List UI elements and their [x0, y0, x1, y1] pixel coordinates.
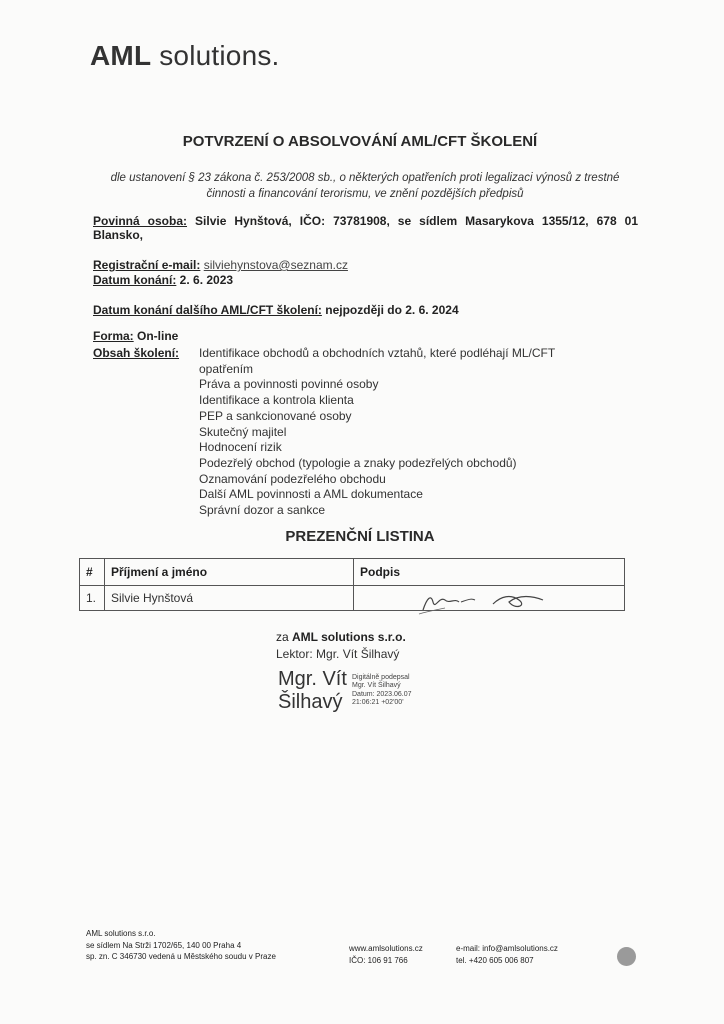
list-item: Identifikace obchodů a obchodních vztahů, které podléhají ML/CFT: [199, 346, 556, 360]
footer-web-info: [349, 943, 423, 966]
footer-contact-info: [456, 943, 558, 966]
content-label: Obsah školení:: [93, 346, 180, 360]
on-behalf-company: AML solutions s.r.o.: [292, 630, 406, 644]
legal-intro: dle ustanovení § 23 zákona č. 253/2008 sb., o některých opatřeních proti legalizaci výnosů z trestné činnosti a financování terorismu, ve znění pozdějších předpisů: [110, 172, 620, 200]
signature-name-line1: Mgr. Vít: [278, 668, 347, 690]
list-item: Práva a povinnosti povinné osoby: [199, 377, 379, 392]
list-item: Identifikace a kontrola klienta: [199, 393, 354, 408]
email-value: silviehynstova@seznam.cz: [203, 258, 348, 272]
footer-phone: tel. +420 605 006 807: [456, 955, 534, 965]
table-header-row: [80, 559, 625, 586]
on-behalf-of: [276, 630, 406, 644]
povinna-osoba-label: Povinná osoba:: [93, 214, 188, 228]
on-behalf-prefix: za: [276, 630, 293, 644]
footer-circle-icon: [617, 947, 636, 966]
form-value: On-line: [133, 329, 179, 343]
lecturer: Lektor: Mgr. Vít Šilhavý: [276, 647, 400, 661]
footer-address: se sídlem Na Strži 1702/65, 140 00 Praha 4: [86, 940, 242, 950]
list-item: Správní dozor a sankce: [199, 503, 326, 518]
list-item: opatřením: [199, 361, 254, 376]
next-training-label: Datum konání dalšího AML/CFT školení:: [93, 303, 322, 317]
content-label-line: [93, 346, 179, 360]
list-item: Hodnocení rizik: [199, 440, 282, 455]
training-date-line: [93, 273, 233, 287]
logo-dot: .: [271, 40, 280, 71]
list-item: Oznamování podezřelého obchodu: [199, 471, 386, 486]
signature-meta-line: Digitálně podepsal: [352, 674, 410, 681]
footer-email: e-mail: info@amlsolutions.cz: [456, 944, 558, 953]
form-line: [93, 329, 178, 343]
next-training-line: [93, 303, 459, 317]
povinna-osoba-line: [93, 214, 638, 228]
footer-ico: IČO: 106 91 766: [349, 955, 408, 965]
signature-meta-line: 21:06:21 +02'00': [352, 699, 404, 707]
col-signature-header: Podpis: [354, 559, 625, 586]
digital-signature-meta: [352, 674, 412, 708]
footer-company: AML solutions s.r.o.: [86, 929, 156, 938]
email-label: Registrační e-mail:: [93, 258, 201, 272]
date-value: 2. 6. 2023: [176, 273, 234, 287]
registration-email-line: [93, 258, 348, 272]
next-training-value: nejpozději do 2. 6. 2024: [321, 303, 459, 317]
company-logo: [90, 40, 280, 72]
list-item: Podezřelý obchod (typologie a znaky podezřelých obchodů): [199, 455, 517, 470]
row-number: 1.: [80, 586, 105, 611]
col-name-header: Příjmení a jméno: [105, 559, 354, 586]
document-title: POTVRZENÍ O ABSOLVOVÁNÍ AML/CFT ŠKOLENÍ: [182, 133, 538, 150]
row-name: Silvie Hynštová: [105, 586, 354, 611]
povinna-osoba-value: Silvie Hynštová, IČO: 73781908, se sídlem Masarykova 1355/12, 678 01: [187, 214, 638, 228]
col-number-header: #: [80, 559, 105, 586]
form-label: Forma:: [93, 329, 134, 343]
list-item: PEP a sankcionované osoby: [199, 408, 352, 423]
signature-name-line2: Šilhavý: [278, 691, 343, 713]
signature-meta-line: Mgr. Vít Šilhavý: [352, 682, 401, 690]
handwritten-signature: [415, 588, 555, 620]
footer-registry: sp. zn. C 346730 vedená u Městského soudu v Praze: [86, 952, 276, 961]
footer-company-info: [86, 928, 276, 963]
logo-rest: solutions: [151, 40, 272, 71]
signature-meta-line: Datum: 2023.06.07: [352, 690, 412, 698]
povinna-osoba-city: Blansko,: [93, 228, 144, 242]
digital-signature-name: [278, 668, 347, 714]
list-item: Další AML povinnosti a AML dokumentace: [199, 487, 423, 502]
training-content-list: [199, 346, 609, 519]
list-item: Skutečný majitel: [199, 424, 287, 439]
footer-web: www.amlsolutions.cz: [349, 944, 423, 953]
attendance-title: PREZENČNÍ LISTINA: [285, 528, 435, 545]
logo-bold: AML: [90, 40, 152, 71]
date-label: Datum konání:: [93, 273, 177, 287]
